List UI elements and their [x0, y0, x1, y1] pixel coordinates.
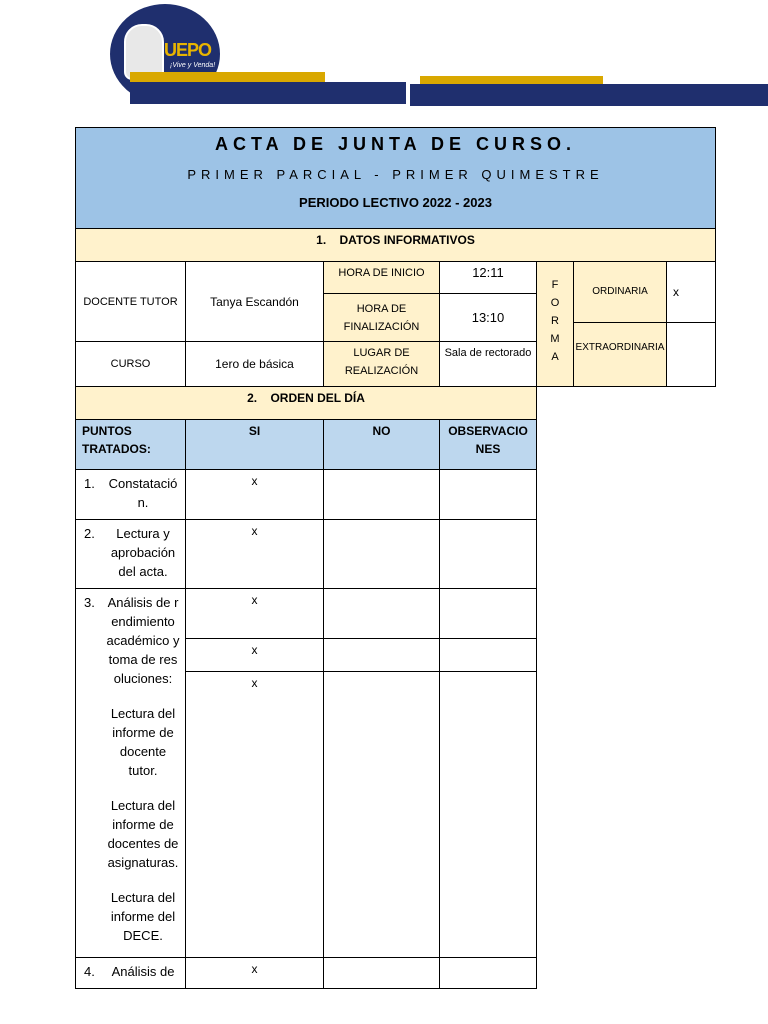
section-datos-heading: 1. DATOS INFORMATIVOS — [75, 228, 716, 262]
curso-value: 1ero de básica — [185, 341, 324, 387]
hora-fin-value: 13:10 — [439, 293, 537, 342]
row-observaciones — [439, 638, 537, 672]
row-no — [323, 638, 440, 672]
document-title: ACTA DE JUNTA DE CURSO. — [214, 134, 576, 154]
table-row — [75, 957, 186, 989]
row-text: Análisis de rendimiento académico y toma de resoluciones: — [106, 595, 180, 686]
row-number: 4. — [84, 964, 95, 979]
forma-letter: F — [551, 279, 559, 291]
table-row — [75, 519, 186, 589]
row-number: 2. — [84, 526, 95, 541]
col-header-no: NO — [323, 419, 440, 470]
row-subitem: Lectura del informe del DECE. — [110, 890, 176, 943]
hora-fin-label: HORA DE FINALIZACIÓN — [323, 293, 440, 342]
row-no — [323, 671, 440, 958]
school-period: PERIODO LECTIVO 2022 - 2023 — [299, 195, 492, 210]
ordinaria-mark: x — [666, 261, 716, 323]
row-no — [323, 469, 440, 520]
header — [0, 0, 768, 110]
extraordinaria-mark — [666, 322, 716, 387]
forma-letter: O — [550, 297, 560, 309]
docente-value: Tanya Escandón — [185, 261, 324, 342]
forma-letter: M — [550, 333, 560, 345]
gold-stripe-right — [420, 76, 603, 84]
row-no — [323, 519, 440, 589]
hora-inicio-value: 12:11 — [439, 261, 537, 294]
row-observaciones — [439, 519, 537, 589]
navy-stripe-right — [410, 84, 768, 106]
logo-text: UEPO — [164, 40, 212, 60]
row-subitem: Lectura del informe de docente tutor. — [110, 706, 176, 778]
forma-letter: R — [551, 315, 559, 327]
gold-stripe-left — [130, 72, 325, 82]
forma-letter: A — [551, 351, 559, 363]
table-row — [75, 469, 186, 520]
row-observaciones — [439, 469, 537, 520]
row-text: Lectura y aprobación del acta. — [110, 526, 176, 579]
col-header-puntos: PUNTOS TRATADOS: — [75, 419, 186, 470]
row-number: 1. — [84, 476, 95, 491]
hora-inicio-label: HORA DE INICIO — [323, 261, 440, 294]
logo-motto: ¡Vive y Venda! — [170, 62, 216, 69]
title-block — [75, 127, 716, 229]
row-observaciones — [439, 588, 537, 639]
row-si: x — [185, 519, 324, 589]
row-observaciones — [439, 671, 537, 958]
row-text: Constatación. — [108, 476, 178, 510]
row-observaciones — [439, 957, 537, 989]
section-orden-heading: 2. ORDEN DEL DÍA — [75, 386, 537, 420]
row-text: Análisis de — [111, 964, 175, 979]
curso-label: CURSO — [75, 341, 186, 387]
row-number: 3. — [84, 595, 95, 610]
lugar-value: Sala de rectorado — [439, 341, 537, 387]
row-text-block — [106, 593, 180, 945]
document-subtitle: PRIMER PARCIAL - PRIMER QUIMESTRE — [187, 167, 604, 182]
col-header-si: SI — [185, 419, 324, 470]
row-si: x — [185, 957, 324, 989]
ordinaria-label: ORDINARIA — [573, 261, 667, 323]
row-subitem: Lectura del informe de docentes de asignaturas. — [107, 798, 179, 870]
row-si: x — [185, 588, 324, 639]
col-header-observaciones: OBSERVACIONES — [439, 419, 537, 470]
docente-label: DOCENTE TUTOR — [75, 261, 186, 342]
lugar-label: LUGAR DE REALIZACIÓN — [323, 341, 440, 387]
row-si: x — [185, 638, 324, 672]
table-row — [75, 588, 186, 958]
row-no — [323, 957, 440, 989]
row-si: x — [185, 671, 324, 958]
extraordinaria-label: EXTRAORDINARIA — [573, 322, 667, 387]
forma-column — [536, 261, 574, 387]
row-si: x — [185, 469, 324, 520]
row-no — [323, 588, 440, 639]
navy-stripe-left — [130, 82, 406, 104]
